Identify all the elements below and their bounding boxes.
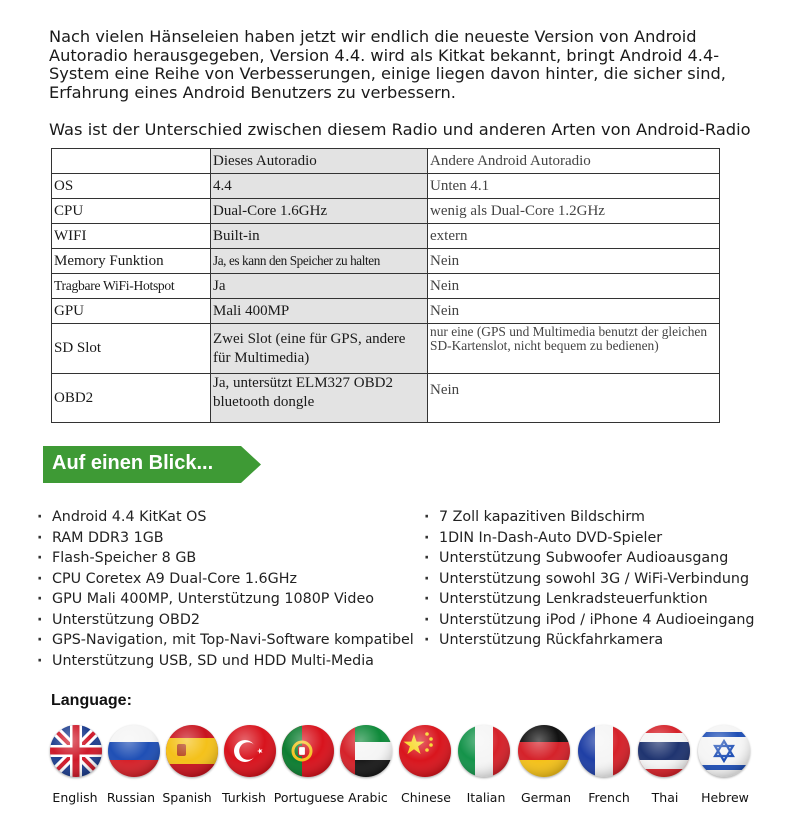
language-label: English [52,790,98,805]
other-radio-cell: Nein [428,249,720,274]
this-radio-cell: Ja [211,274,428,299]
language-label: Hebrew [701,790,749,805]
features-right-list [424,507,754,651]
list-item: · Unterstützung iPod / iPhone 4 Audioeingang [424,610,754,631]
header-feature-cell [52,149,211,174]
uae-flag-icon [339,724,393,778]
list-item: · GPU Mali 400MP, Unterstützung 1080P Video [37,589,414,610]
language-label: Turkish [222,790,266,805]
language-label: Italian [466,790,506,805]
this-radio-cell: Ja, untersützt ELM327 OBD2 bluetooth dongle [211,374,428,423]
list-item: · 7 Zoll kapazitiven Bildschirm [424,507,754,528]
turkey-flag-icon [223,724,277,778]
this-radio-cell: Mali 400MP [211,299,428,324]
feature-cell: OS [52,174,211,199]
uk-flag-icon [49,724,103,778]
germany-flag-icon [517,724,571,778]
russia-flag-icon [107,724,161,778]
this-radio-cell: Zwei Slot (eine für GPS, andere für Multimedia) [211,324,428,374]
list-item: · Unterstützung OBD2 [37,610,414,631]
overview-banner [43,446,261,483]
france-flag-icon [577,724,631,778]
other-radio-cell: extern [428,224,720,249]
list-item: · Unterstützung sowohl 3G / WiFi-Verbindung [424,569,754,590]
this-radio-cell: Ja, es kann den Speicher zu halten [211,249,428,274]
china-flag-icon [398,724,452,778]
table-header-row [52,149,720,174]
language-title: Language: [51,692,132,709]
this-radio-cell: 4.4 [211,174,428,199]
table-row [52,249,720,274]
feature-cell: Memory Funktion [52,249,211,274]
list-item: · CPU Coretex A9 Dual-Core 1.6GHz [37,569,414,590]
language-label: Arabic [348,790,388,805]
list-item: · 1DIN In-Dash-Auto DVD-Spieler [424,528,754,549]
other-radio-cell: Nein [428,374,720,423]
table-row [52,199,720,224]
spain-flag-icon [165,724,219,778]
table-row [52,374,720,423]
list-item: · Unterstützung USB, SD und HDD Multi-Media [37,651,414,672]
header-this-radio: Dieses Autoradio [211,149,428,174]
israel-flag-icon [697,724,751,778]
comparison-question: Was ist der Unterschied zwischen diesem Radio und anderen Arten von Android-Radio [49,120,751,139]
feature-cell: SD Slot [52,324,211,374]
language-label: Russian [106,790,156,805]
comparison-table [51,148,720,423]
feature-cell: GPU [52,299,211,324]
this-radio-cell: Built-in [211,224,428,249]
table-row [52,299,720,324]
feature-cell: CPU [52,199,211,224]
other-radio-cell: nur eine (GPS und Multimedia benutzt der gleichen SD-Kartenslot, nicht bequem zu bedienen) [428,324,720,374]
other-radio-cell: Nein [428,299,720,324]
portugal-flag-icon [281,724,335,778]
other-radio-cell: Nein [428,274,720,299]
language-label: German [520,790,572,805]
features-left-list [37,507,414,671]
this-radio-cell: Dual-Core 1.6GHz [211,199,428,224]
language-label: Spanish [162,790,212,805]
list-item: · GPS-Navigation, mit Top-Navi-Software kompatibel [37,630,414,651]
table-row [52,224,720,249]
other-radio-cell: Unten 4.1 [428,174,720,199]
list-item: · Unterstützung Rückfahrkamera [424,630,754,651]
language-label: Chinese [401,790,451,805]
list-item: · Android 4.4 KitKat OS [37,507,414,528]
header-other-radio: Andere Android Autoradio [428,149,720,174]
table-row [52,174,720,199]
feature-cell: OBD2 [52,374,211,423]
other-radio-cell: wenig als Dual-Core 1.2GHz [428,199,720,224]
feature-cell: WIFI [52,224,211,249]
italy-flag-icon [457,724,511,778]
list-item: · RAM DDR3 1GB [37,528,414,549]
table-row [52,324,720,374]
language-label: Thai [651,790,679,805]
list-item: · Flash-Speicher 8 GB [37,548,414,569]
thailand-flag-icon [637,724,691,778]
table-row [52,274,720,299]
list-item: · Unterstützung Lenkradsteuerfunktion [424,589,754,610]
feature-cell: Tragbare WiFi-Hotspot [52,274,211,299]
banner-label: Auf einen Blick... [52,452,214,474]
list-item: · Unterstützung Subwoofer Audioausgang [424,548,754,569]
language-label: French [588,790,630,805]
intro-paragraph: Nach vielen Hänseleien haben jetzt wir endlich die neueste Version von Android Autoradio herausgegeben, Version 4.4. wird als Kitkat bekannt, bringt Android 4.4-System eine Reihe von Verbesserungen, einige liegen davon hinter, die sicher sind, Erfahrung eines Android Benutzers zu verbessern. [49,27,726,102]
language-label: Portuguese [273,790,345,805]
